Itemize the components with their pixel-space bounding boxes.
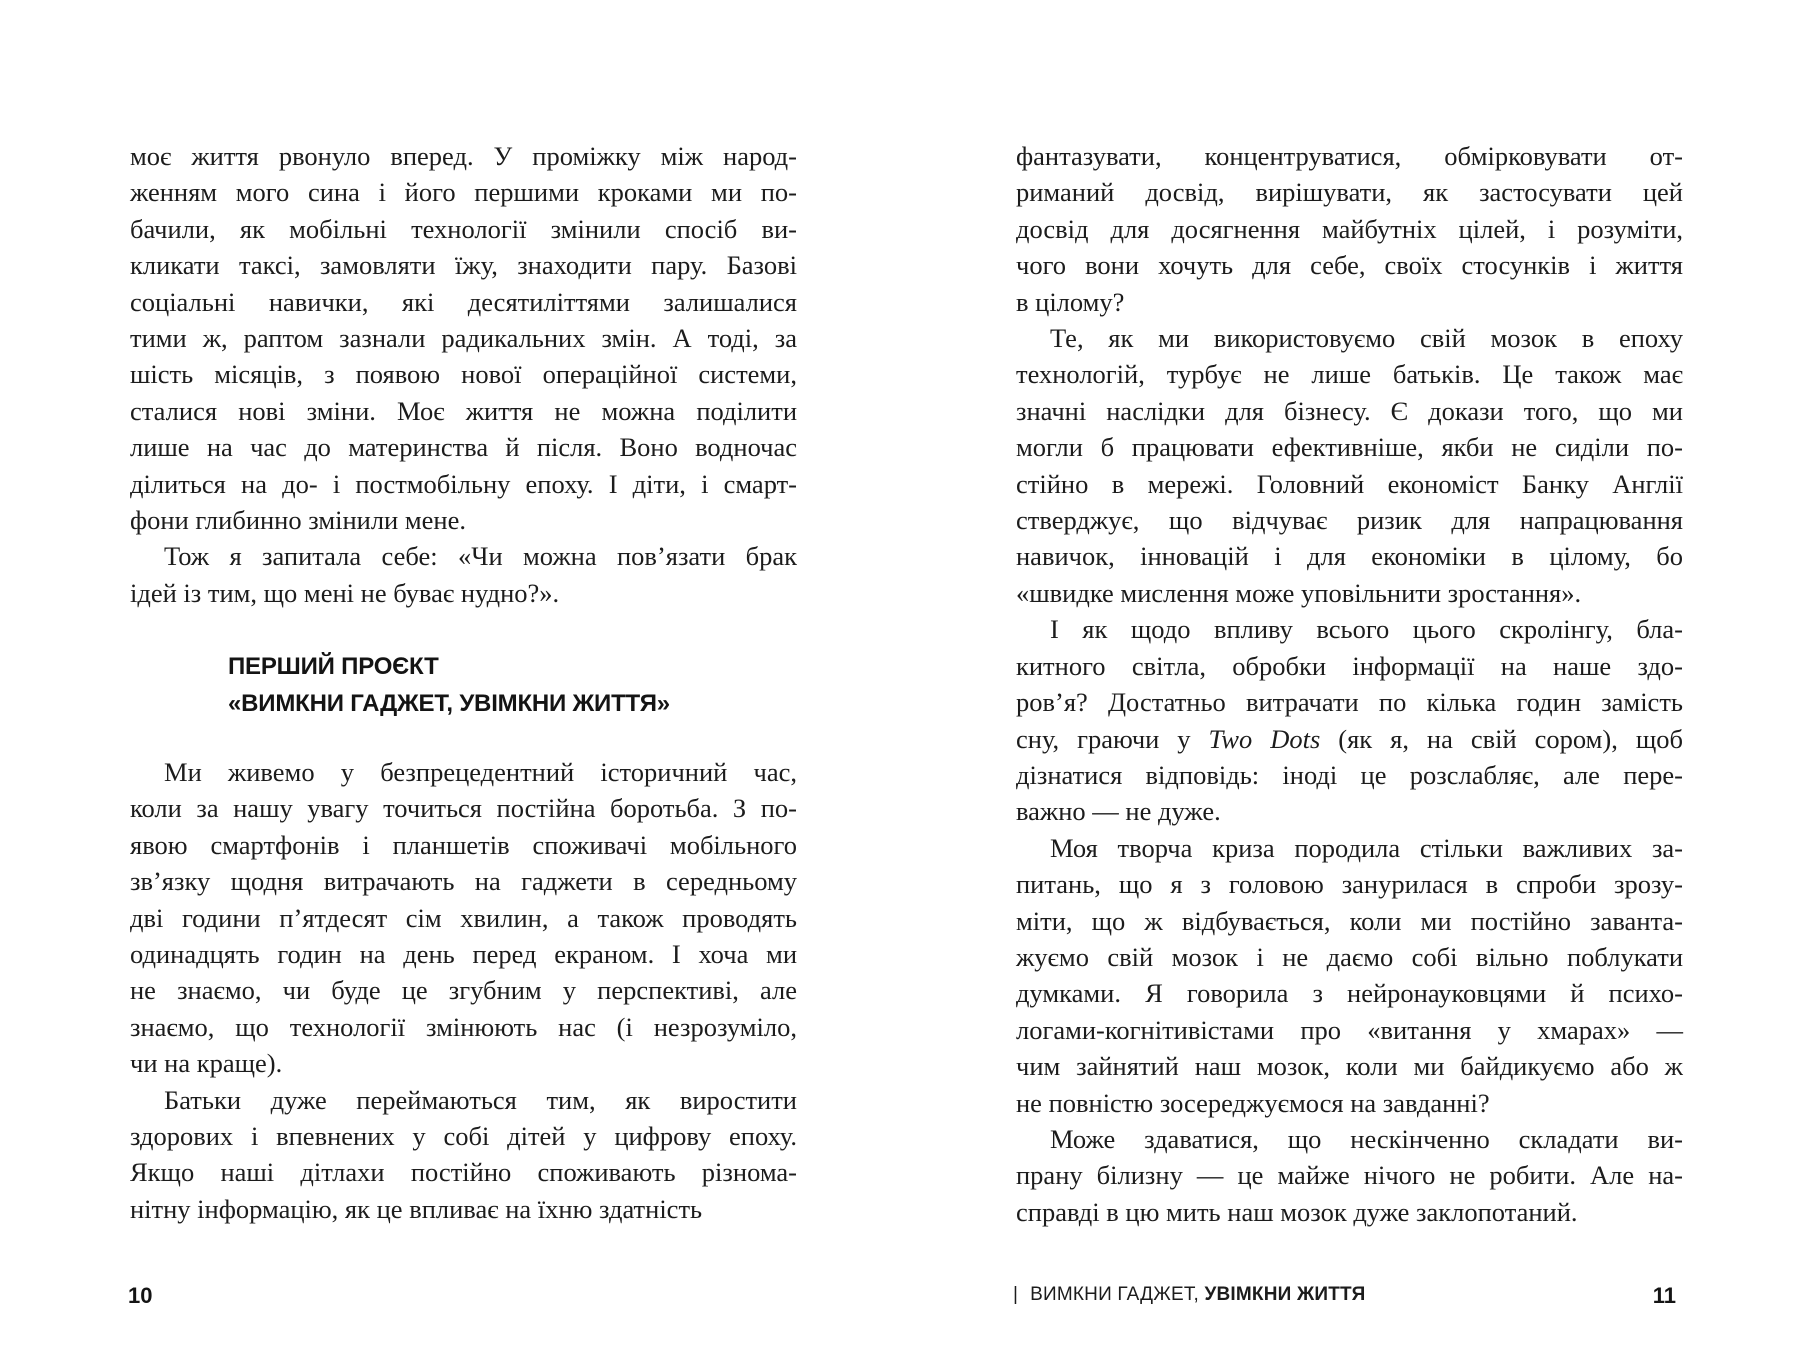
left-body-text-bottom [130,754,797,1227]
text-line: фантазувати, концентруватися, обмірковувати от- [1016,141,1683,171]
text-line: моє життя рвонуло вперед. У проміжку між народ- [130,141,797,171]
text-line: бачили, як мобільні технології змінили спосіб ви- [130,213,797,244]
text-line: китного світла, обробки інформації на наше здо- [1016,650,1683,681]
text-line: одинадцять годин на день перед екраном. І хоча ми [130,939,797,970]
text-line: Батьки дуже переймаються тим, як виростити [164,1084,797,1115]
text-line: зв’язку щодня витрачають на гаджети в середньому [130,866,797,897]
text-line: чим зайнятий наш мозок, коли ми байдикуємо або ж [1016,1051,1683,1082]
section-heading [228,648,670,722]
text-line: «швидке мислення може уповільнити зростання». [1016,577,1582,608]
text-line: Ми живемо у безпрецедентний історичний час, [164,757,797,787]
paragraph [1016,830,1683,1121]
text-line: коли за нашу увагу точиться постійна боротьба. З по- [130,793,797,824]
page-number-right: 11 [1652,1283,1676,1308]
text-line: питань, що я з головою занурилася в спроби зрозу- [1016,869,1683,900]
text-line: женням мого сина і його першими кроками ми по- [130,177,797,208]
text-line: фони глибинно змінили мене. [130,505,466,536]
text-line: логами-когнітивістами про «витання у хмарах» — [1016,1014,1683,1045]
text-line: соціальні навички, які десятиліттями залишалися [130,286,797,317]
paragraph [1016,138,1683,320]
running-head-bold: УВІМКНИ ЖИТТЯ [1204,1284,1366,1305]
text-line: навичок, інновацій і для економіки в цілому, бо [1016,541,1683,572]
text-line: значні наслідки для бізнесу. Є докази того, що ми [1016,395,1683,426]
text-line: дізнатися відповідь: іноді це розслабляє, але пере- [1016,759,1683,790]
text-line: Моя творча криза породила стільки важливих за- [1050,832,1683,863]
text-line: жуємо свій мозок і не даємо собі вільно поблукати [1016,941,1683,972]
text-line: Тож я запитала себе: «Чи можна пов’язати брак [164,541,797,572]
text-line: стійно в мережі. Головний економіст Банку Англії [1016,468,1683,499]
text-line: сталися нові зміни. Моє життя не можна поділити [130,395,797,426]
text-line: досвід для досягнення майбутніх цілей, і розуміти, [1016,213,1683,244]
paragraph [1016,320,1683,611]
text-line: прану білизну — це майже нічого не робити. Але на- [1016,1160,1683,1191]
text-line: Те, як ми використовуємо свій мозок в епоху [1050,323,1683,354]
text-line: риманий досвід, вирішувати, як застосувати цей [1016,177,1683,208]
page-number-left: 10 [128,1283,153,1308]
text-line: сну, граючи у Two Dots (як я, на свій сором), щоб [1016,723,1683,754]
text-line: не знаємо, чи буде це згубним у перспективі, але [130,975,797,1006]
text-line: думками. Я говорила з нейронауковцями й психо- [1016,978,1683,1009]
text-line: здорових і впевнених у собі дітей у цифрову епоху. [130,1121,797,1152]
text-line: дві години п’ятдесят сім хвилин, а також проводять [130,902,797,933]
paragraph [1016,611,1683,829]
text-line: важно — не дуже. [1016,796,1221,827]
right-body-text [1016,138,1683,1230]
paragraph [1016,1121,1683,1230]
text-line: могли б працювати ефективніше, якби не сиділи по- [1016,432,1683,463]
italic-title: Two Dots [1208,723,1321,754]
running-head-regular: ВИМКНИ ГАДЖЕТ, [1030,1284,1205,1305]
text-line: ров’я? Достатньо витрачати по кілька годин замість [1016,687,1683,718]
text-line: тими ж, раптом зазнали радикальних змін. А тоді, за [130,323,797,354]
text-line: міти, що ж відбувається, коли ми постійно заванта- [1016,905,1683,936]
text-line: Якщо наші дітлахи постійно споживають різнома- [130,1157,797,1188]
left-body-text-top [130,138,797,611]
text-line: не повністю зосереджуємося на завданні? [1016,1087,1490,1118]
text-line: справді в цю мить наш мозок дуже заклопотаний. [1016,1196,1578,1227]
text-line: нітну інформацію, як це впливає на їхню здатність [130,1193,703,1224]
paragraph [130,538,797,611]
right-page [900,0,1800,1350]
text-line: явою смартфонів і планшетів споживачі мобільного [130,829,797,860]
text-line: технологій, турбує не лише батьків. Це також має [1016,359,1683,390]
text-line: кликати таксі, замовляти їжу, знаходити пару. Базові [130,250,797,281]
text-line: стверджує, що відчуває ризик для напрацювання [1016,505,1683,536]
paragraph [130,754,797,1082]
running-head [1013,1284,1365,1306]
text-line: чи на краще). [130,1048,283,1079]
running-head-bar: | [1013,1284,1019,1305]
text-line: в цілому? [1016,286,1125,317]
text-line: ідей із тим, що мені не буває нудно?». [130,577,560,608]
text-line: чого вони хочуть для себе, своїх стосунків і життя [1016,250,1683,281]
text-line: лише на час до материнства й після. Воно водночас [130,432,797,463]
paragraph [130,1082,797,1228]
text-line: знаємо, що технології змінюють нас (і незрозуміло, [130,1011,797,1042]
text-line: ділиться на до- і постмобільну епоху. І діти, і смарт- [130,468,797,499]
paragraph [130,138,797,538]
text-line: Може здаватися, що нескінченно складати ви- [1050,1123,1683,1154]
section-heading-line-2: «ВИМКНИ ГАДЖЕТ, УВІМКНИ ЖИТТЯ» [228,690,670,717]
section-heading-line-1: ПЕРШИЙ ПРОЄКТ [228,653,439,680]
text-line: І як щодо впливу всього цього скролінгу, бла- [1050,614,1683,645]
text-line: шість місяців, з появою нової операційної системи, [130,359,797,390]
